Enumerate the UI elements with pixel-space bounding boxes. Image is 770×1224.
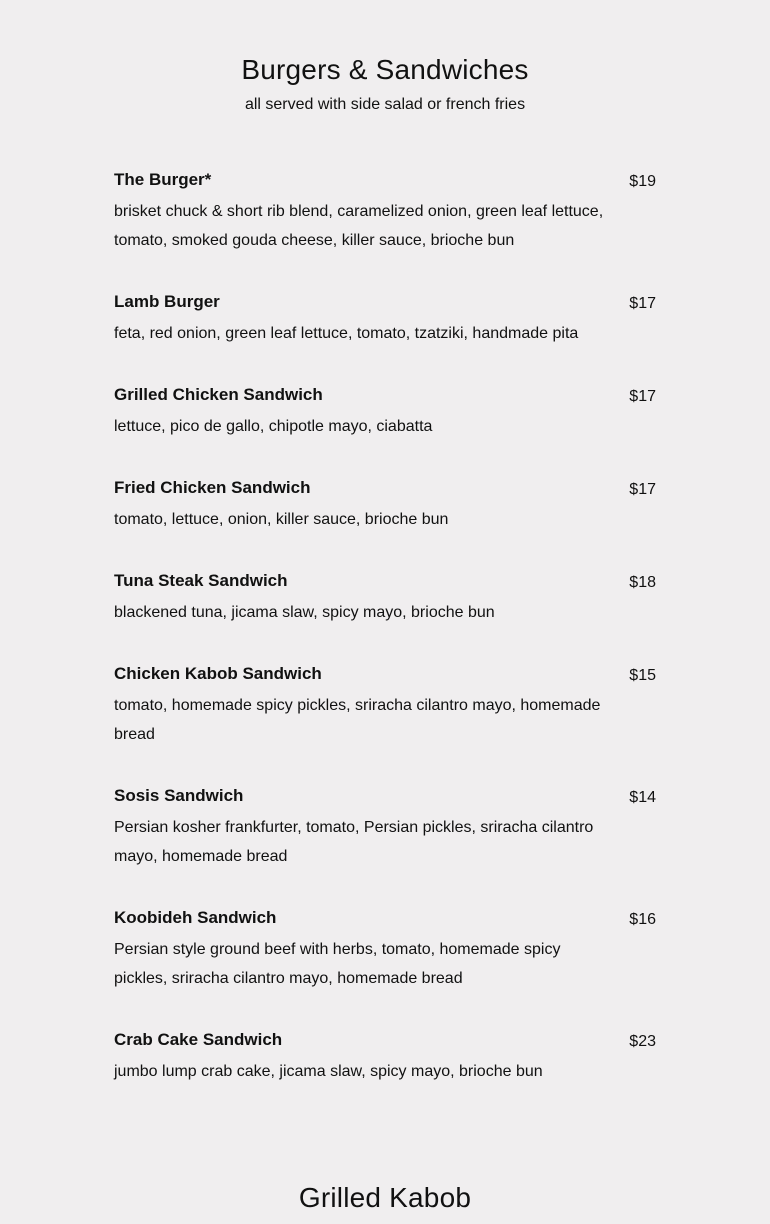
menu-item-price: $17 <box>629 295 656 312</box>
menu-item-description: jumbo lump crab cake, jicama slaw, spicy mayo, brioche bun <box>114 1063 543 1080</box>
menu-item-name: Chicken Kabob Sandwich <box>114 664 322 683</box>
menu-item-price: $19 <box>629 173 656 190</box>
menu-item-price: $17 <box>629 388 656 405</box>
section-title-grilled-kabob: Grilled Kabob <box>298 1182 472 1213</box>
menu-item-koobideh-sandwich <box>114 908 656 993</box>
menu-item-name: Grilled Chicken Sandwich <box>114 385 323 404</box>
menu-item-price: $15 <box>629 667 656 684</box>
menu-list-burgers-sandwiches <box>114 170 656 1123</box>
menu-item-description: feta, red onion, green leaf lettuce, tomato, tzatziki, handmade pita <box>114 325 579 342</box>
menu-item-description: brisket chuck & short rib blend, caramelized onion, green leaf lettuce, tomato, smoked gouda cheese, killer sauce, brioche bun <box>114 203 604 249</box>
section-title-burgers-sandwiches: Burgers & Sandwiches <box>241 54 529 85</box>
menu-item-price: $23 <box>629 1033 656 1050</box>
menu-item-name: Sosis Sandwich <box>114 786 244 805</box>
menu-item-crab-cake-sandwich <box>114 1030 656 1086</box>
menu-item-sosis-sandwich <box>114 786 656 871</box>
menu-item-description: lettuce, pico de gallo, chipotle mayo, ciabatta <box>114 418 433 435</box>
menu-item-tuna-steak-sandwich <box>114 571 656 627</box>
menu-item-description: Persian kosher frankfurter, tomato, Persian pickles, sriracha cilantro mayo, homemade bread <box>114 819 594 865</box>
menu-item-description: tomato, lettuce, onion, killer sauce, brioche bun <box>114 511 449 528</box>
menu-item-description: blackened tuna, jicama slaw, spicy mayo, brioche bun <box>114 604 495 621</box>
menu-item-name: The Burger* <box>114 170 212 189</box>
menu-item-name: Koobideh Sandwich <box>114 908 277 927</box>
menu-item-price: $18 <box>629 574 656 591</box>
menu-item-name: Crab Cake Sandwich <box>114 1030 283 1049</box>
menu-item-description: Persian style ground beef with herbs, tomato, homemade spicy pickles, sriracha cilantro mayo, homemade bread <box>114 941 561 987</box>
menu-item-price: $17 <box>629 481 656 498</box>
menu-item-fried-chicken-sandwich <box>114 478 656 534</box>
section-subtitle: all served with side salad or french fries <box>244 96 526 113</box>
menu-item-grilled-chicken-sandwich <box>114 385 656 441</box>
menu-item-chicken-kabob-sandwich <box>114 664 656 749</box>
menu-item-the-burger <box>114 170 656 255</box>
menu-item-price: $16 <box>629 911 656 928</box>
menu-item-name: Lamb Burger <box>114 292 220 311</box>
menu-item-description: tomato, homemade spicy pickles, sriracha cilantro mayo, homemade bread <box>114 697 601 743</box>
menu-item-price: $14 <box>629 789 656 806</box>
menu-item-name: Fried Chicken Sandwich <box>114 478 311 497</box>
menu-item-name: Tuna Steak Sandwich <box>114 571 288 590</box>
menu-item-lamb-burger <box>114 292 656 348</box>
